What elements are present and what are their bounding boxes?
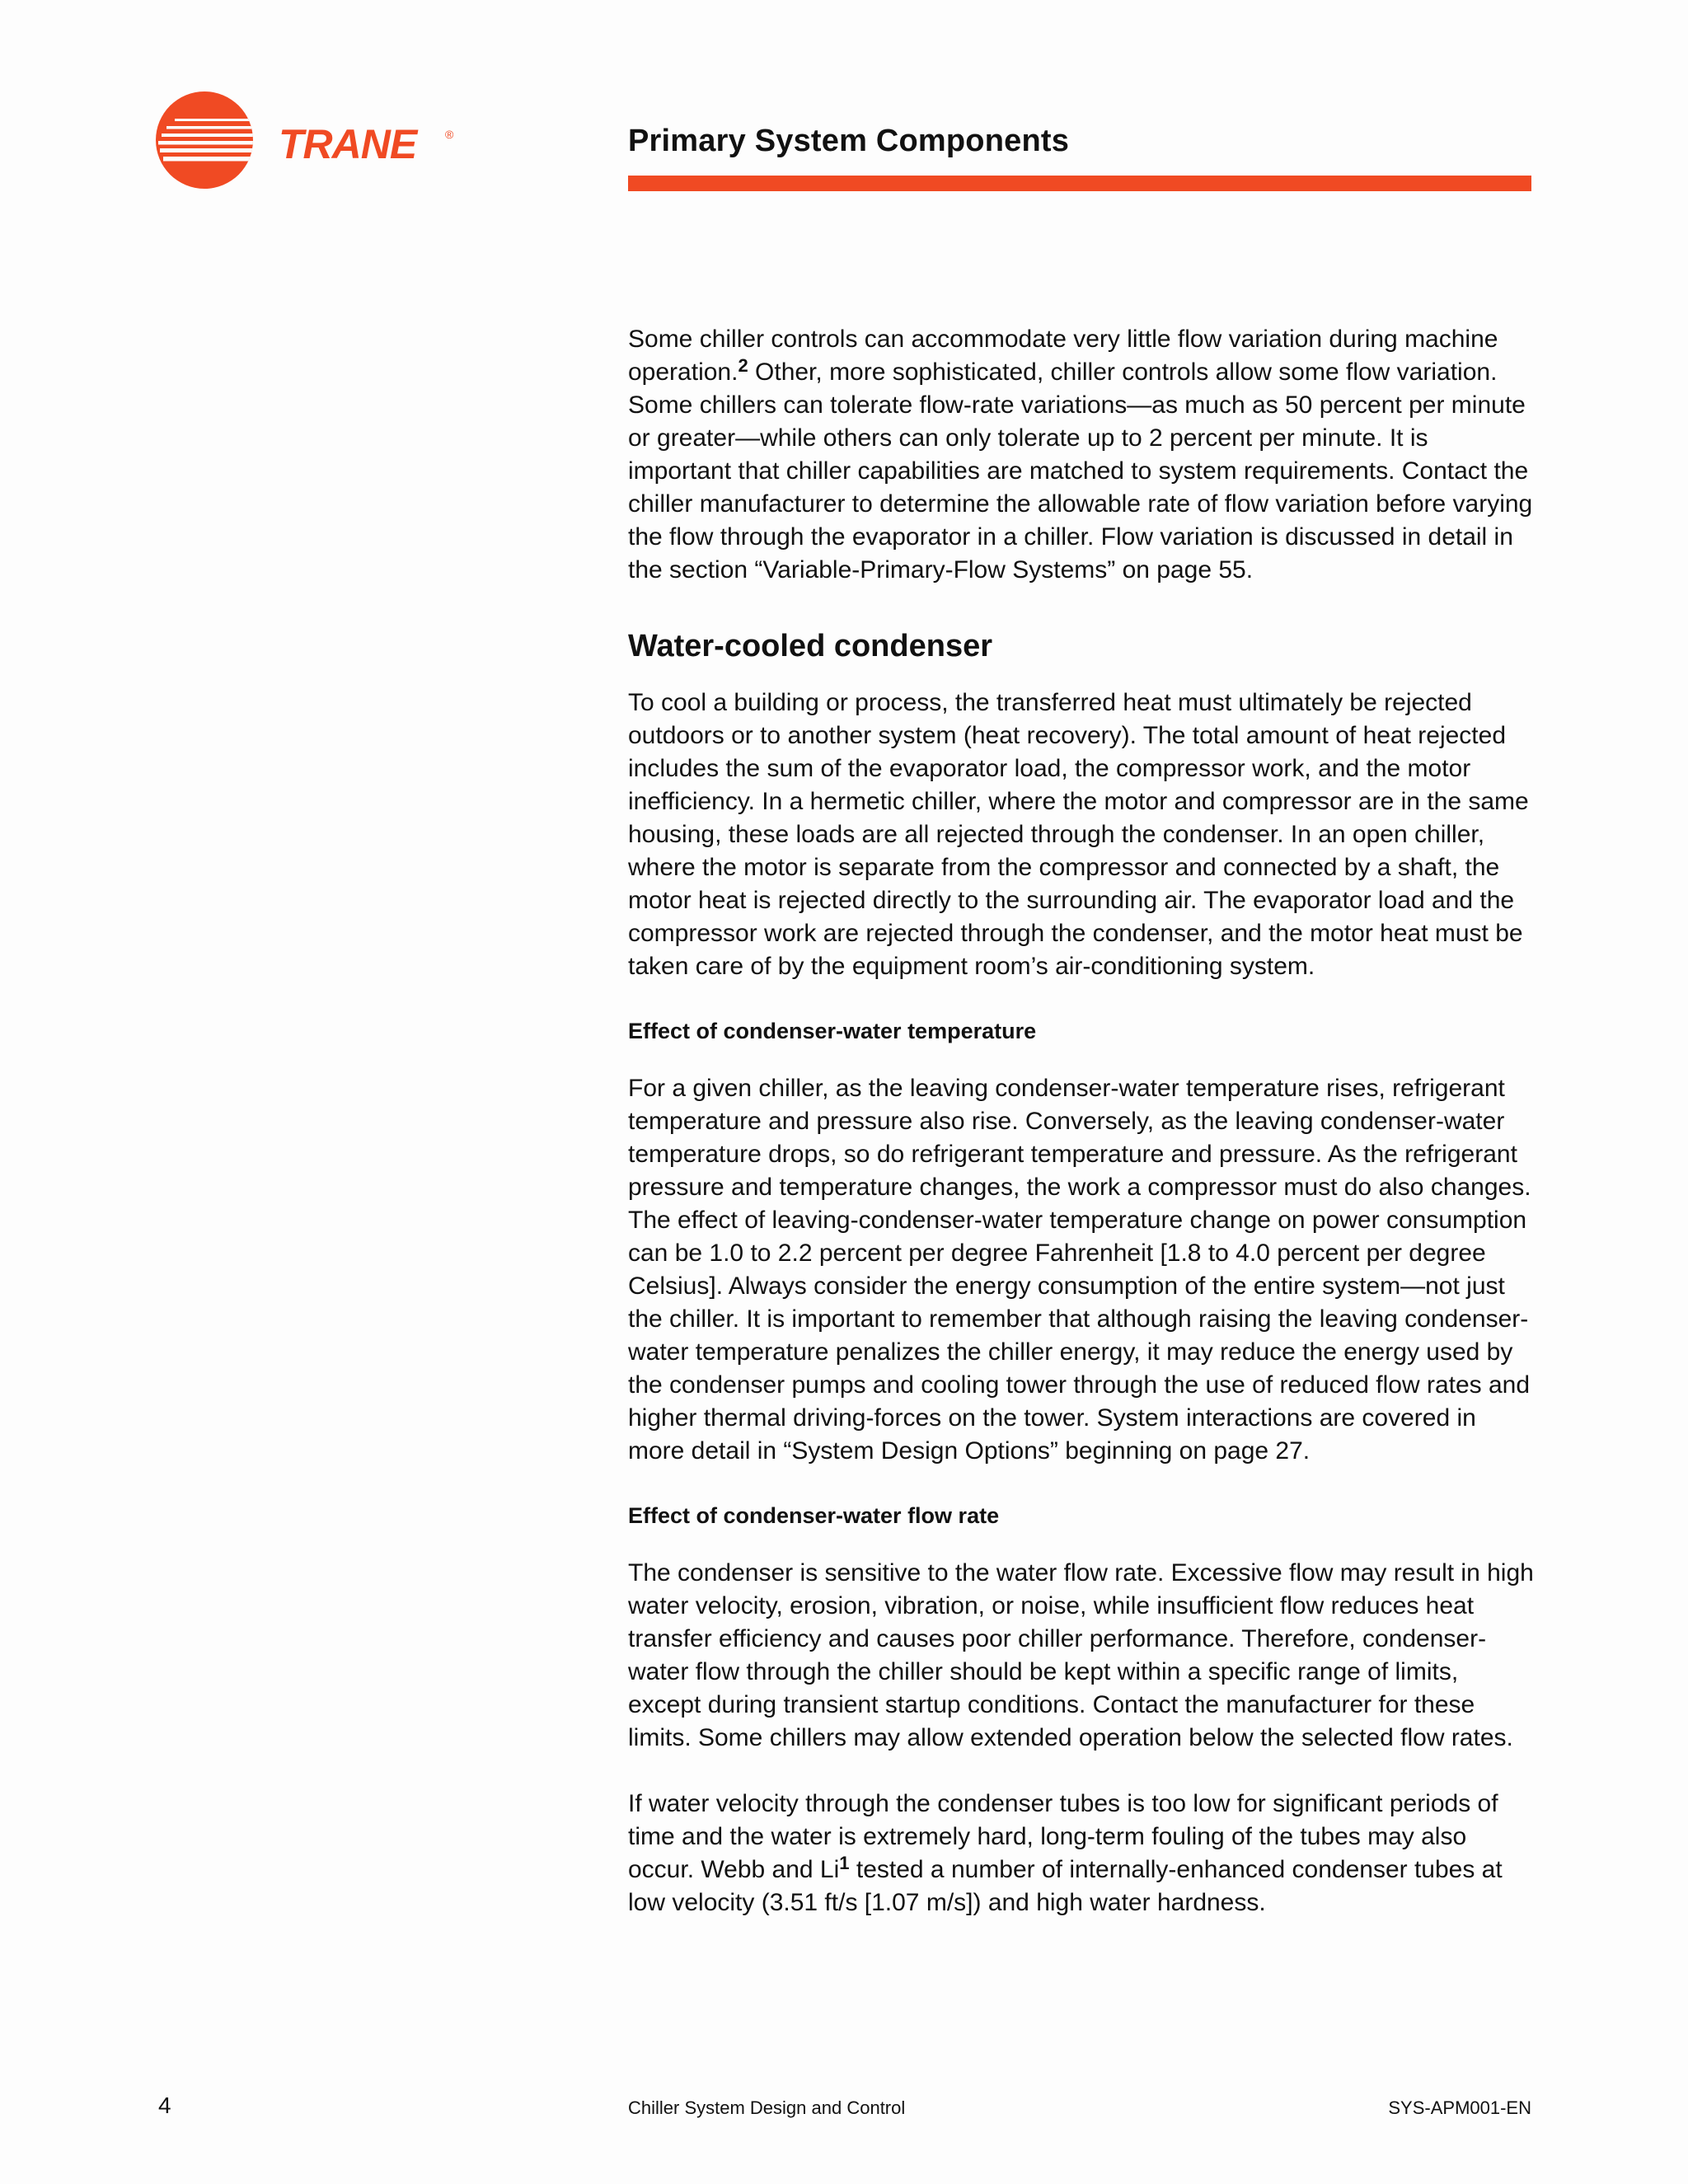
flow-rate-paragraph-2 (628, 1788, 1535, 1919)
intro-text-b: Other, more sophisticated, chiller controls allow some flow variation. Some chillers can tolerate flow-rate variations—as much as 50 percent per minute or greater—while others can only tolerate up to 2 percent per minute. It is important that chiller capabilities are matched to system requirements. Contact the chiller manufacturer to determine the allowable rate of flow variation before varying the flow through the evaporator in a chiller. Flow variation is discussed in detail in the section “Variable-Primary-Flow Systems” on page 55. (628, 359, 1533, 583)
page-number: 4 (158, 2093, 171, 2118)
footer-doc-title: Chiller System Design and Control (628, 2097, 906, 2118)
page-header-title: Primary System Components (628, 124, 1070, 158)
footnote-ref-2: 2 (738, 355, 748, 376)
footnote-ref-1: 1 (839, 1853, 850, 1873)
section-heading: Water-cooled condenser (628, 629, 993, 663)
trane-wordmark: TRANE (279, 121, 417, 167)
subsection-heading-temperature: Effect of condenser-water temperature (628, 1019, 1037, 1043)
intro-text-a: Some chiller controls can accommodate very little flow variation during machine operation. (628, 326, 1498, 386)
footer-doc-code: SYS-APM001-EN (1388, 2097, 1531, 2118)
trane-logo (155, 91, 468, 198)
section-paragraph: To cool a building or process, the transferred heat must ultimately be rejected outdoors or to another system (heat recovery). The total amount of heat rejected includes the sum of the evaporator load, the compressor work, and the motor inefficiency. In a hermetic chiller, where the motor and compressor are in the same housing, these loads are all rejected through the condenser. In an open chiller, where the motor is separate from the compressor and connected by a shaft, the motor heat is rejected directly to the surrounding air. The evaporator load and the compressor work are rejected through the condenser, and the motor heat must be taken care of by the equipment room’s air-conditioning system. (628, 689, 1529, 980)
flow-rate-text-a: If water velocity through the condenser tubes is too low for significant periods of time and the water is extremely hard, long-term fouling of the tubes may also occur. Webb and Li (628, 1790, 1498, 1883)
subsection-heading-flow-rate: Effect of condenser-water flow rate (628, 1503, 1000, 1528)
main-content (628, 323, 1535, 1919)
header-rule (628, 176, 1531, 191)
flow-rate-paragraph-1: The condenser is sensitive to the water flow rate. Excessive flow may result in high water velocity, erosion, vibration, or noise, while insufficient flow reduces heat transfer efficiency and causes poor chiller performance. Therefore, condenser-water flow through the chiller should be kept within a specific range of limits, except during transient startup conditions. Contact the manufacturer for these limits. Some chillers may allow extended operation below the selected flow rates. (628, 1559, 1534, 1751)
registered-mark: ® (445, 128, 454, 141)
temperature-paragraph: For a given chiller, as the leaving condenser-water temperature rises, refrigerant temperature and pressure also rise. Conversely, as the leaving condenser-water temperature drops, so do refrigerant temperature and pressure. As the refrigerant pressure and temperature changes, the work a compressor must do also changes. The effect of leaving-condenser-water temperature change on power consumption can be 1.0 to 2.2 percent per degree Fahrenheit [1.8 to 4.0 percent per degree Celsius]. Always consider the energy consumption of the entire system—not just the chiller. It is important to remember that although raising the leaving condenser-water temperature penalizes the chiller energy, it may reduce the energy used by the condenser pumps and cooling tower through the use of reduced flow rates and higher thermal driving-forces on the tower. System interactions are covered in more detail in “System Design Options” beginning on page 27. (628, 1075, 1531, 1465)
intro-paragraph (628, 323, 1535, 587)
flow-rate-text-b: tested a number of internally-enhanced condenser tubes at low velocity (3.51 ft/s [1.07 m/s]) and high water hardness. (628, 1856, 1503, 1916)
